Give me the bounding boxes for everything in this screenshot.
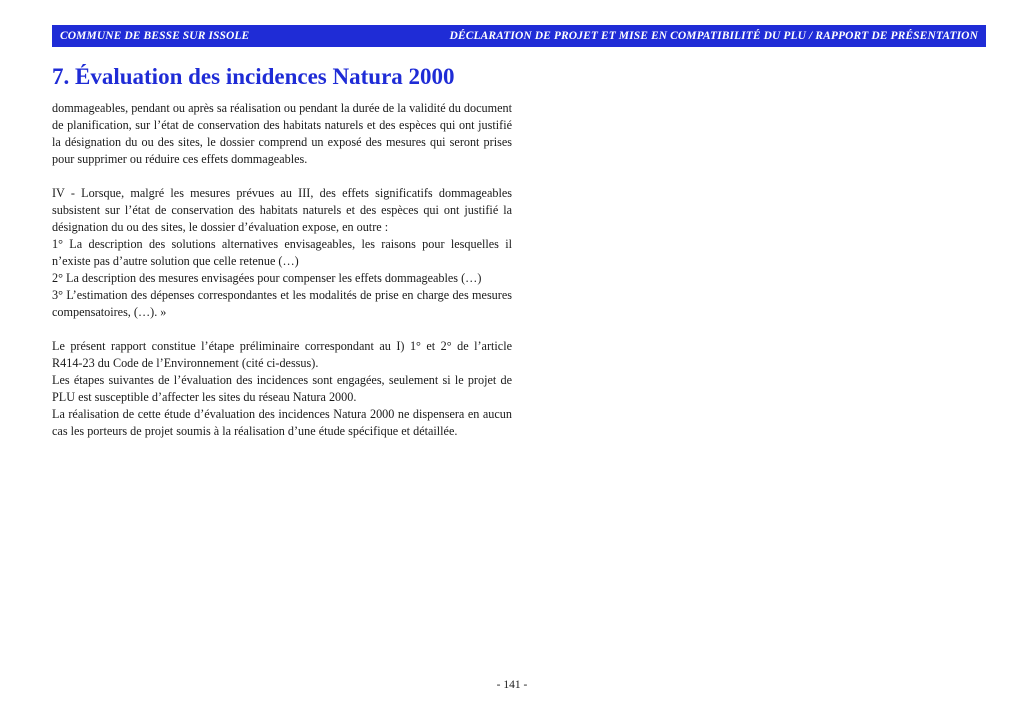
section-title: 7. Évaluation des incidences Natura 2000 — [52, 64, 455, 89]
paragraph: La réalisation de cette étude d’évaluation des incidences Natura 2000 ne dispensera en aucun cas les porteurs de projet soumis à la réalisation d’une étude spécifique et détaillée. — [52, 407, 512, 438]
paragraph-block — [52, 185, 512, 321]
paragraph-block — [52, 338, 512, 440]
paragraph: 1° La description des solutions alternatives envisageables, les raisons pour lesquelles il n’existe pas d’autre solution que celle retenue (…) — [52, 237, 512, 268]
paragraph: 3° L’estimation des dépenses correspondantes et les modalités de prise en charge des mesures compensatoires, (…). » — [52, 288, 512, 319]
body-text — [52, 100, 512, 440]
paragraph: dommageables, pendant ou après sa réalisation ou pendant la durée de la validité du document de planification, sur l’état de conservation des habitats naturels et des espèces qui ont justifié la désignation du ou des sites, le dossier comprend un exposé des mesures qui seront prises pour supprimer ou réduire ces effets dommageables. — [52, 101, 512, 166]
paragraph: Le présent rapport constitue l’étape préliminaire correspondant au I) 1° et 2° de l’article R414-23 du Code de l’Environnement (cité ci-dessus). — [52, 339, 512, 370]
paragraph: Les étapes suivantes de l’évaluation des incidences sont engagées, seulement si le projet de PLU est susceptible d’affecter les sites du réseau Natura 2000. — [52, 373, 512, 404]
header-commune: COMMUNE DE BESSE SUR ISSOLE — [60, 30, 250, 42]
paragraph-block — [52, 100, 512, 168]
paragraph: 2° La description des mesures envisagées pour compenser les effets dommageables (…) — [52, 271, 482, 285]
paragraph: IV - Lorsque, malgré les mesures prévues au III, des effets significatifs dommageables subsistent sur l’état de conservation des habitats naturels et des espèces qui ont justifié la désignation du ou des sites, le dossier d’évaluation expose, en outre : — [52, 186, 512, 234]
page-header — [52, 25, 986, 47]
page-number: - 141 - — [496, 679, 528, 691]
header-document-title: DÉCLARATION DE PROJET ET MISE EN COMPATIBILITÉ DU PLU / RAPPORT DE PRÉSENTATION — [449, 30, 978, 42]
